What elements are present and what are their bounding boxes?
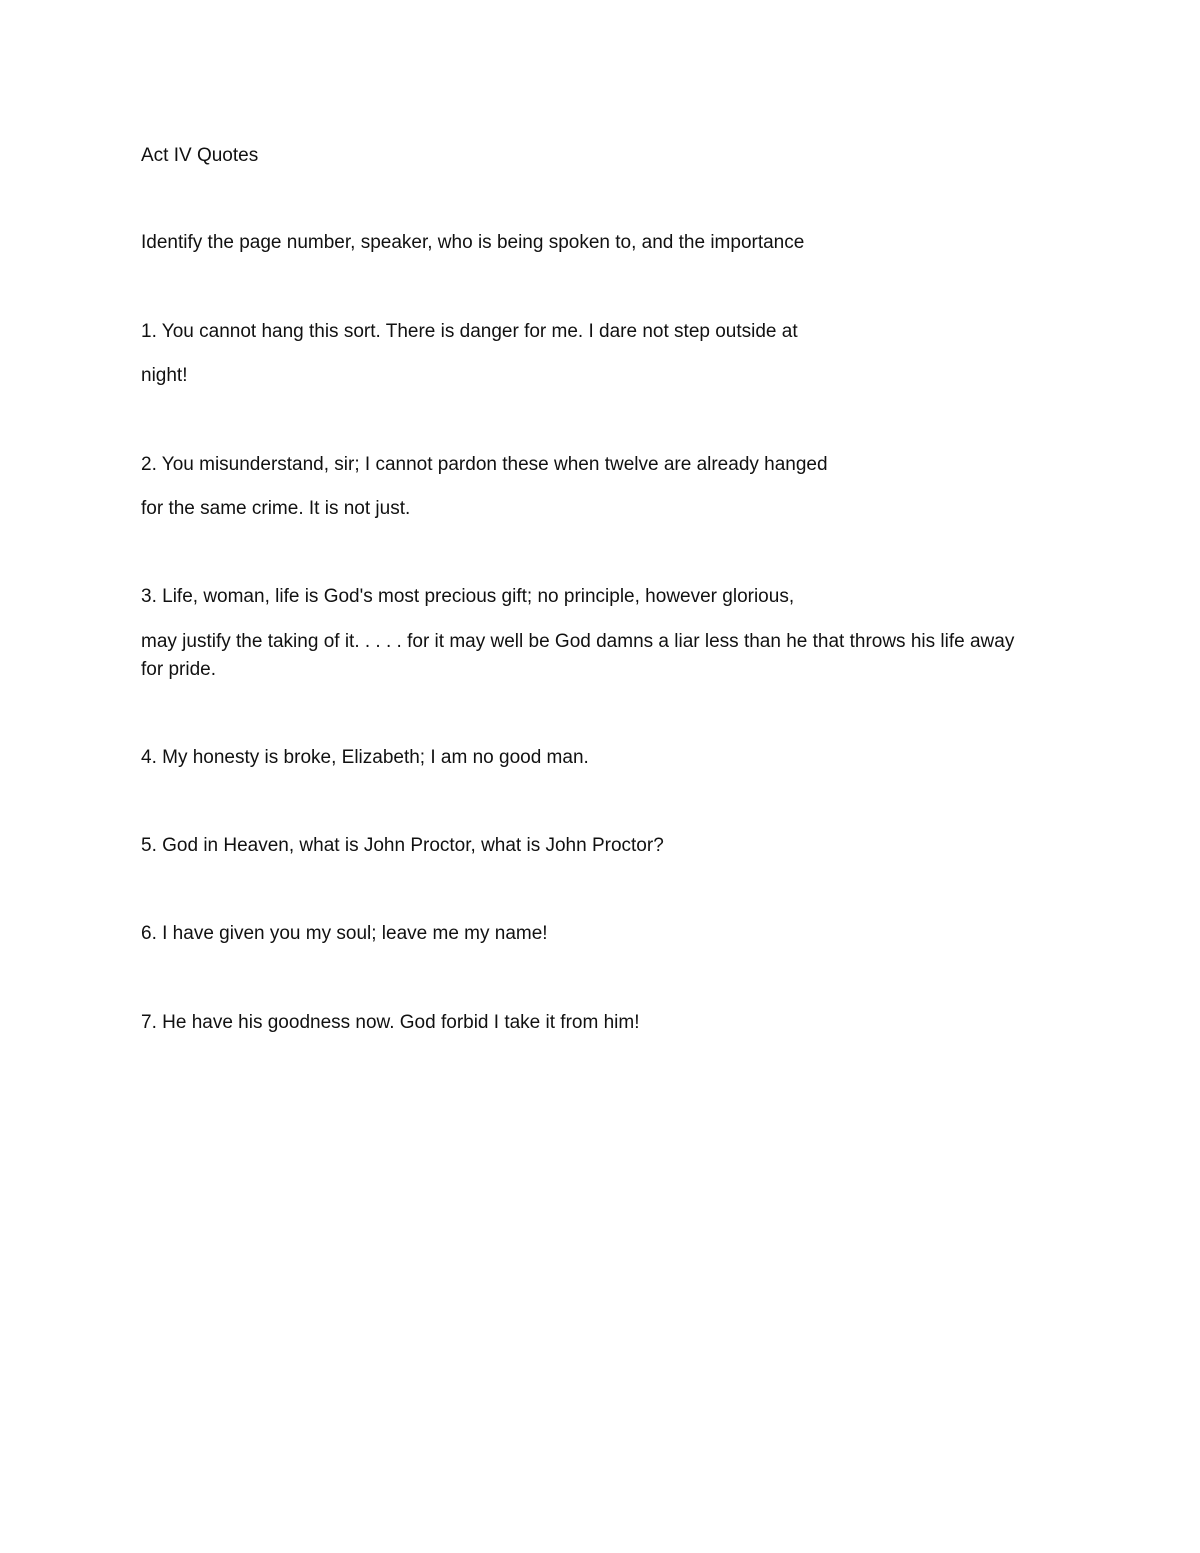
quote-6-line-1: 6. I have given you my soul; leave me my name! xyxy=(141,923,548,944)
quote-3-line-1: 3. Life, woman, life is God's most precious gift; no principle, however glorious, xyxy=(141,586,795,607)
quote-2-line-1: 2. You misunderstand, sir; I cannot pardon these when twelve are already hanged xyxy=(141,454,828,475)
quote-2-line-2: for the same crime. It is not just. xyxy=(141,498,411,519)
quote-7-line-1: 7. He have his goodness now. God forbid I take it from him! xyxy=(141,1012,640,1033)
document-title: Act IV Quotes xyxy=(141,145,259,166)
quote-4-line-1: 4. My honesty is broke, Elizabeth; I am no good man. xyxy=(141,747,589,768)
quote-1-line-2: night! xyxy=(141,365,188,386)
quote-1-line-1: 1. You cannot hang this sort. There is danger for me. I dare not step outside at xyxy=(141,321,798,342)
quote-3-line-3: for pride. xyxy=(141,659,216,680)
quote-3-line-2: may justify the taking of it. . . . . for it may well be God damns a liar less than he that throws his life away xyxy=(141,631,1015,652)
quote-5-line-1: 5. God in Heaven, what is John Proctor, what is John Proctor? xyxy=(141,835,664,856)
instructions: Identify the page number, speaker, who is being spoken to, and the importance xyxy=(141,232,805,253)
